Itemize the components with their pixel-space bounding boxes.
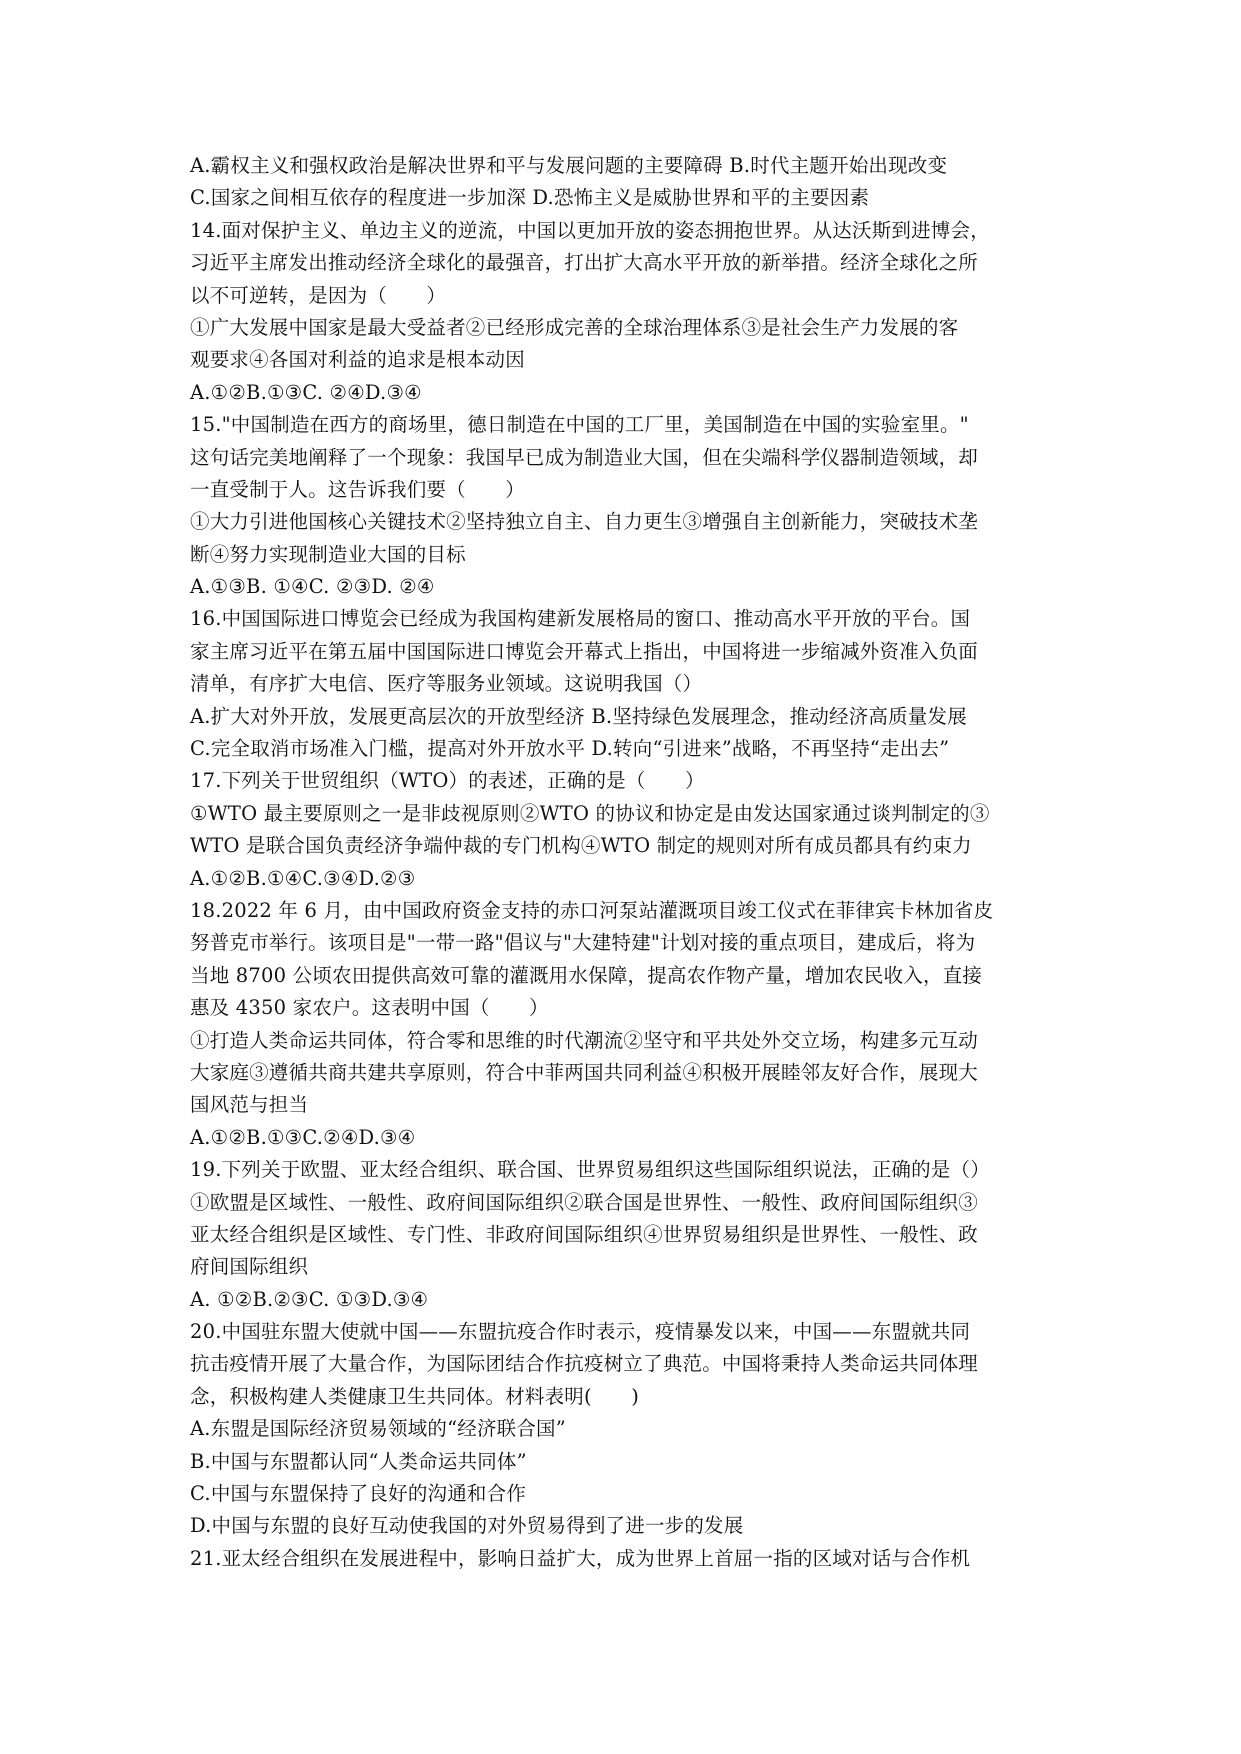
text-line: 一直受制于人。这告诉我们要（ ） [190,477,525,501]
text-line: 20.中国驻东盟大使就中国——东盟抗疫合作时表示，疫情暴发以来，中国——东盟就共同 [190,1320,971,1344]
text-line: A.①③B. ①④C. ②③D. ②④ [190,575,435,599]
text-line: 19.下列关于欧盟、亚太经合组织、联合国、世界贸易组织这些国际组织说法，正确的是（） [190,1158,990,1182]
text-line: 16.中国国际进口博览会已经成为我国构建新发展格局的窗口、推动高水平开放的平台。国 [190,607,971,631]
text-line: ①广大发展中国家是最大受益者②已经形成完善的全球治理体系③是社会生产力发展的客 [190,315,959,339]
text-line: 惠及 4350 家农户。这表明中国（ ） [190,996,549,1020]
text-line: 观要求④各国对利益的追求是根本动因 [190,348,525,372]
text-line: 念，积极构建人类健康卫生共同体。材料表明( ) [190,1384,640,1408]
text-line: 国风范与担当 [190,1093,309,1117]
text-line: 17.下列关于世贸组织（WTO）的表述，正确的是（ ） [190,769,705,793]
text-line: 当地 8700 公顷农田提供高效可靠的灌溉用水保障，提高农作物产量，增加农民收入，直接 [190,963,983,987]
text-line: A.①②B.①③C. ②④D.③④ [190,380,422,404]
text-line: 断④努力实现制造业大国的目标 [190,542,466,566]
text-line: ①大力引进他国核心关键技术②坚持独立自主、自力更生③增强自主创新能力，突破技术垄 [190,510,979,534]
text-line: 家主席习近平在第五届中国国际进口博览会开幕式上指出，中国将进一步缩减外资准入负面 [190,639,979,663]
text-line: 21.亚太经合组织在发展进程中，影响日益扩大，成为世界上首屈一指的区域对话与合作机 [190,1546,971,1570]
text-line: D.中国与东盟的良好互动使我国的对外贸易得到了进一步的发展 [190,1514,744,1538]
text-line: 以不可逆转，是因为（ ） [190,283,447,307]
text-line: 15."中国制造在西方的商场里，德日制造在中国的工厂里，美国制造在中国的实验室里。" [190,413,969,437]
text-line: 18.2022 年 6 月，由中国政府资金支持的赤口河泵站灌溉项目竣工仪式在菲律宾卡林加省皮 [190,898,994,922]
text-line: C.国家之间相互依存的程度进一步加深 D.恐怖主义是威胁世界和平的主要因素 [190,186,870,210]
text-line: C.中国与东盟保持了良好的沟通和合作 [190,1482,527,1506]
text-line: 亚太经合组织是区域性、专门性、非政府间国际组织④世界贸易组织是世界性、一般性、政 [190,1222,979,1246]
text-line: B.中国与东盟都认同“人类命运共同体” [190,1449,527,1473]
text-line: ①欧盟是区域性、一般性、政府间国际组织②联合国是世界性、一般性、政府间国际组织③ [190,1190,979,1214]
text-line: ①打造人类命运共同体，符合零和思维的时代潮流②坚守和平共处外交立场，构建多元互动 [190,1028,979,1052]
text-line: A. ①②B.②③C. ①③D.③④ [190,1287,429,1311]
question-text-block [190,150,1070,1575]
text-line: 抗击疫情开展了大量合作，为国际团结合作抗疫树立了典范。中国将秉持人类命运共同体理 [190,1352,979,1376]
text-line: 努普克市举行。该项目是"一带一路"倡议与"大建特建"计划对接的重点项目，建成后，将为 [190,931,976,955]
text-line: 府间国际组织 [190,1255,309,1279]
text-line: A.扩大对外开放，发展更高层次的开放型经济 B.坚持绿色发展理念，推动经济高质量发展 [190,704,967,728]
text-line: WTO 是联合国负责经济争端仲裁的专门机构④WTO 制定的规则对所有成员都具有约束力 [190,834,972,858]
text-line: A.①②B.①③C.②④D.③④ [190,1125,416,1149]
text-line: 这句话完美地阐释了一个现象：我国早已成为制造业大国，但在尖端科学仪器制造领域，却 [190,445,979,469]
text-line: ①WTO 最主要原则之一是非歧视原则②WTO 的协议和协定是由发达国家通过谈判制定的③ [190,801,990,825]
text-line: 习近平主席发出推动经济全球化的最强音，打出扩大高水平开放的新举措。经济全球化之所 [190,251,979,275]
text-line: 大家庭③遵循共商共建共享原则，符合中菲两国共同利益④积极开展睦邻友好合作，展现大 [190,1060,979,1084]
text-line: A.霸权主义和强权政治是解决世界和平与发展问题的主要障碍 B.时代主题开始出现改变 [190,154,948,177]
text-line: 清单，有序扩大电信、医疗等服务业领域。这说明我国（） [190,672,703,696]
text-line: 14.面对保护主义、单边主义的逆流，中国以更加开放的姿态拥抱世界。从达沃斯到进博会， [190,218,990,242]
text-line: A.东盟是国际经济贸易领域的“经济联合国” [190,1417,566,1441]
text-line: C.完全取消市场准入门槛，提高对外开放水平 D.转向“引进来”战略，不再坚持“走出去” [190,737,950,761]
text-line: A.①②B.①④C.③④D.②③ [190,866,416,890]
